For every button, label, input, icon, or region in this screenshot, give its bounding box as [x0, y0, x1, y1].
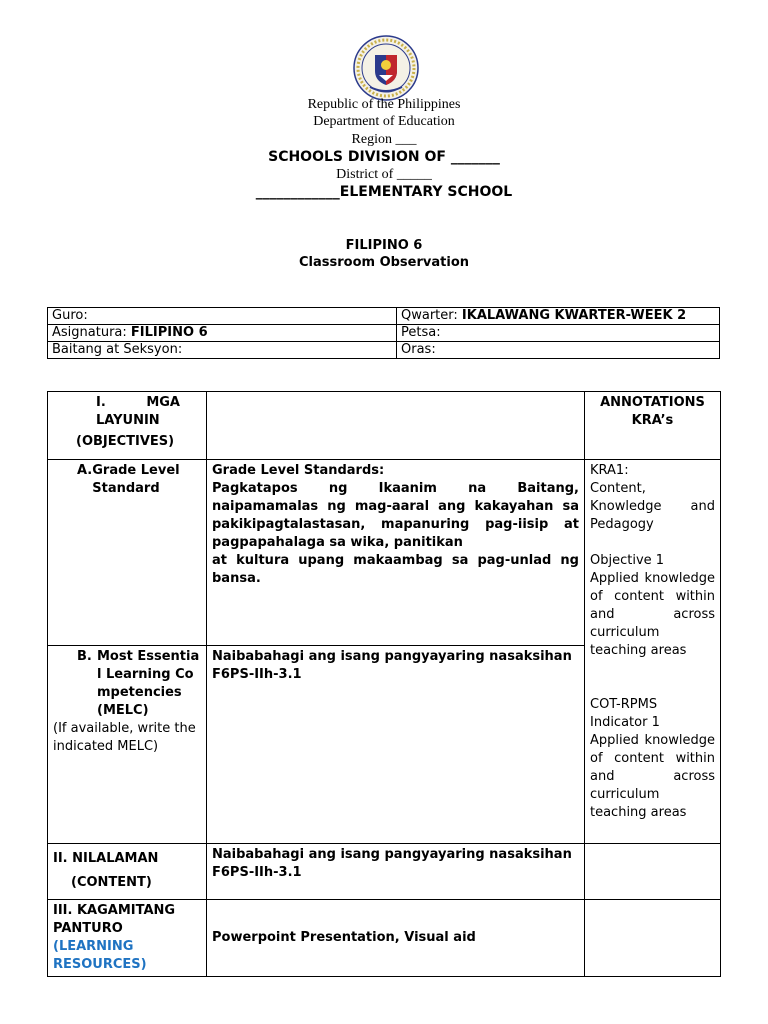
asignatura-label: Asignatura:: [52, 325, 127, 340]
petsa-cell: [397, 325, 720, 342]
melc-text-cell: [207, 646, 585, 844]
grade-level-text-2: at kultura upang makaambag sa pag-unlad ng bansa.: [212, 553, 579, 586]
document-title: Classroom Observation: [298, 255, 469, 270]
subject-title: FILIPINO 6: [345, 238, 423, 253]
info-table: [47, 307, 720, 359]
objective-text: Applied knowledge of content within and across curriculum teaching areas: [590, 571, 715, 658]
table-row: [48, 342, 720, 359]
empty-cell: [585, 900, 721, 977]
guro-label: Guro:: [52, 308, 88, 323]
grade-level-title: Grade Level Standards:: [212, 463, 385, 478]
asignatura-value: FILIPINO 6: [130, 325, 208, 340]
melc-label-cell: [48, 646, 207, 844]
objective-label: Objective 1: [590, 553, 665, 568]
melc-note: (If available, write the indicated MELC): [53, 721, 196, 754]
qwarter-value: IKALAWANG KWARTER-WEEK 2: [461, 308, 687, 323]
petsa-label: Petsa:: [401, 325, 441, 340]
qwarter-label: Qwarter:: [401, 308, 458, 323]
region-line: Region ___: [351, 132, 417, 147]
table-row: [48, 325, 720, 342]
republic-line: Republic of the Philippines: [307, 97, 461, 112]
melc-text: Naibabahagi ang isang pangyayaring nasaksihan: [212, 649, 572, 664]
table-row: [48, 460, 721, 646]
kra-text: Content, Knowledge and Pedagogy: [590, 481, 715, 532]
baitang-cell: [48, 342, 397, 359]
oras-label: Oras:: [401, 342, 436, 357]
objectives-heading-english: (OBJECTIVES): [76, 434, 175, 449]
annotations-cell: [585, 460, 721, 844]
content-code: F6PS-IIh-3.1: [212, 865, 302, 880]
content-text-cell: [207, 844, 585, 900]
school-line: ____________ELEMENTARY SCHOOL: [255, 184, 513, 200]
annotations-heading-cell: [585, 392, 721, 460]
annotations-heading: ANNOTATIONS: [600, 395, 705, 410]
melc-letter: B.: [77, 649, 92, 664]
melc-code: F6PS-IIh-3.1: [212, 667, 302, 682]
melc-label: Most Essential Learning Competencies (MELC): [97, 649, 200, 718]
kra-label: KRA1:: [590, 463, 629, 478]
content-label: II. NILALAMAN: [53, 851, 159, 866]
lesson-table: [47, 391, 721, 977]
grade-level-text-cell: [207, 460, 585, 646]
content-text: Naibabahagi ang isang pangyayaring nasaksihan: [212, 847, 572, 862]
grade-level-label-cell: [48, 460, 207, 646]
table-row: [48, 308, 720, 325]
grade-level-label: Grade Level Standard: [92, 463, 180, 496]
qwarter-cell: [397, 308, 720, 325]
asignatura-cell: [48, 325, 397, 342]
empty-cell: [585, 844, 721, 900]
oras-cell: [397, 342, 720, 359]
division-line: SCHOOLS DIVISION OF _______: [268, 149, 500, 165]
cot-indicator: Indicator 1: [590, 715, 660, 730]
table-row: [48, 900, 721, 977]
resources-text-cell: [207, 900, 585, 977]
resources-label-cell: [48, 900, 207, 977]
table-row: [48, 392, 721, 460]
resources-text: Powerpoint Presentation, Visual aid: [212, 930, 476, 945]
baitang-label: Baitang at Seksyon:: [52, 342, 183, 357]
cot-label: COT-RPMS: [590, 697, 658, 712]
content-label-cell: [48, 844, 207, 900]
district-line: District of _____: [336, 167, 432, 182]
table-row: [48, 844, 721, 900]
content-label-english: (CONTENT): [71, 875, 152, 890]
department-line: Department of Education: [313, 114, 455, 129]
kras-heading: KRA’s: [631, 413, 674, 428]
objectives-heading: I. MGA LAYUNIN: [96, 395, 180, 428]
grade-level-text: Pagkatapos ng Ikaanim na Baitang, naipamamalas ng mag-aaral ang kakayahan sa pakikipagtalastasan, mapanuring pag-iisip at pagpapahalaga sa wika, panitikan: [212, 481, 579, 550]
grade-level-letter: A.: [77, 463, 93, 478]
guro-cell: [48, 308, 397, 325]
deped-seal-logo: [353, 35, 419, 101]
resources-label: III. KAGAMITANG PANTURO: [53, 903, 176, 936]
resources-label-english: (LEARNING RESOURCES): [53, 939, 147, 972]
cot-text: Applied knowledge of content within and across curriculum teaching areas: [590, 733, 715, 820]
objectives-heading-cell: [48, 392, 207, 460]
empty-cell: [207, 392, 585, 460]
